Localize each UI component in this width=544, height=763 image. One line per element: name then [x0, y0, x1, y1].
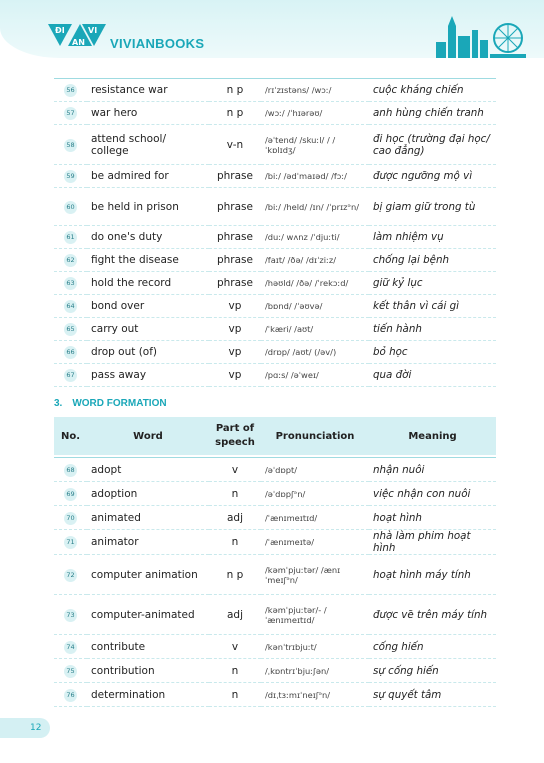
- word-cell: carry out: [87, 318, 209, 341]
- section-title: WORD FORMATION: [72, 398, 167, 409]
- page-number: 12: [0, 718, 50, 738]
- part-of-speech-cell: phrase: [209, 165, 261, 188]
- section-heading: [54, 398, 167, 409]
- word-cell: computer animation: [87, 555, 209, 595]
- word-cell: attend school/ college: [87, 125, 209, 165]
- part-of-speech-cell: n p: [209, 555, 261, 595]
- header-word: Word: [133, 430, 163, 442]
- table-row: [54, 555, 496, 595]
- row-number: 65: [64, 323, 77, 336]
- row-number: 68: [64, 464, 77, 477]
- meaning-cell: anh hùng chiến tranh: [369, 102, 496, 125]
- pronunciation-cell: /əˈdɒpt/: [261, 458, 369, 482]
- word-cell: animated: [87, 506, 209, 530]
- header-pronunciation: Pronunciation: [275, 430, 355, 442]
- meaning-cell: đi học (trường đại học/ cao đẳng): [369, 125, 496, 165]
- table-row: [54, 272, 496, 295]
- section-number: 3.: [54, 398, 63, 409]
- meaning-cell: hoạt hình: [369, 506, 496, 530]
- word-cell: adoption: [87, 482, 209, 506]
- part-of-speech-cell: adj: [209, 595, 261, 635]
- part-of-speech-cell: v-n: [209, 125, 261, 165]
- part-of-speech-cell: v: [209, 458, 261, 482]
- header-meaning: Meaning: [408, 430, 457, 442]
- part-of-speech-cell: n: [209, 530, 261, 555]
- pronunciation-cell: /drɒp/ /aʊt/ (/əv/): [261, 341, 369, 364]
- pronunciation-cell: /rɪˈzɪstəns/ /wɔː/: [261, 79, 369, 102]
- meaning-cell: cống hiến: [369, 635, 496, 659]
- pronunciation-cell: /ˌkɒntrɪˈbjuːʃən/: [261, 659, 369, 683]
- header-part-of-speech: Part of speech: [215, 423, 255, 448]
- table-row: [54, 482, 496, 506]
- word-cell: bond over: [87, 295, 209, 318]
- vivianbooks-logo: ĐI AN VI: [48, 20, 100, 52]
- pronunciation-cell: /biː/ /ədˈmaɪəd/ /fɔː/: [261, 165, 369, 188]
- table-row: [54, 506, 496, 530]
- row-number: 64: [64, 300, 77, 313]
- pronunciation-cell: /əˈtend/ /skuːl/ / /ˈkɒlɪdʒ/: [261, 125, 369, 165]
- meaning-cell: nhà làm phim hoạt hình: [369, 530, 496, 555]
- table-row: [54, 530, 496, 555]
- table-row: [54, 635, 496, 659]
- meaning-cell: hoạt hình máy tính: [369, 555, 496, 595]
- table-row: [54, 102, 496, 125]
- vocabulary-table: [54, 78, 496, 387]
- meaning-cell: nhận nuôi: [369, 458, 496, 482]
- row-number: 66: [64, 346, 77, 359]
- pronunciation-cell: /kənˈtrɪbjuːt/: [261, 635, 369, 659]
- meaning-cell: kết thân vì cái gì: [369, 295, 496, 318]
- word-cell: contribute: [87, 635, 209, 659]
- meaning-cell: được ngưỡng mộ vì: [369, 165, 496, 188]
- pronunciation-cell: /bɒnd/ /ˈəʊvə/: [261, 295, 369, 318]
- table-row: [54, 595, 496, 635]
- meaning-cell: qua đời: [369, 364, 496, 387]
- pronunciation-cell: /ˈkæri/ /aʊt/: [261, 318, 369, 341]
- table-row: [54, 364, 496, 387]
- part-of-speech-cell: vp: [209, 364, 261, 387]
- pronunciation-cell: /wɔː/ /ˈhɪərəʊ/: [261, 102, 369, 125]
- row-number: 59: [64, 170, 77, 183]
- table-row: [54, 79, 496, 102]
- part-of-speech-cell: phrase: [209, 226, 261, 249]
- word-cell: be admired for: [87, 165, 209, 188]
- meaning-cell: được vẽ trên máy tính: [369, 595, 496, 635]
- table-row: [54, 659, 496, 683]
- meaning-cell: cuộc kháng chiến: [369, 79, 496, 102]
- pronunciation-cell: /dɪˌtɜːmɪˈneɪʃᵊn/: [261, 683, 369, 707]
- row-number: 63: [64, 277, 77, 290]
- word-cell: adopt: [87, 458, 209, 482]
- table-row: [54, 188, 496, 226]
- word-cell: do one's duty: [87, 226, 209, 249]
- word-formation-header: [54, 417, 496, 455]
- meaning-cell: bị giam giữ trong tù: [369, 188, 496, 226]
- table-row: [54, 165, 496, 188]
- pronunciation-cell: /pɑːs/ /əˈweɪ/: [261, 364, 369, 387]
- brand-name: VIVIANBOOKS: [110, 36, 205, 51]
- header-no: No.: [60, 430, 81, 442]
- row-number: 73: [64, 609, 77, 622]
- row-number: 56: [64, 84, 77, 97]
- word-cell: war hero: [87, 102, 209, 125]
- row-number: 62: [64, 254, 77, 267]
- word-cell: resistance war: [87, 79, 209, 102]
- word-cell: contribution: [87, 659, 209, 683]
- row-number: 67: [64, 369, 77, 382]
- meaning-cell: tiến hành: [369, 318, 496, 341]
- row-number: 74: [64, 641, 77, 654]
- part-of-speech-cell: phrase: [209, 272, 261, 295]
- row-number: 61: [64, 231, 77, 244]
- pronunciation-cell: /həʊld/ /ðə/ /ˈrekɔːd/: [261, 272, 369, 295]
- part-of-speech-cell: vp: [209, 341, 261, 364]
- part-of-speech-cell: v: [209, 635, 261, 659]
- row-number: 57: [64, 107, 77, 120]
- row-number: 75: [64, 665, 77, 678]
- meaning-cell: sự cống hiến: [369, 659, 496, 683]
- row-number: 70: [64, 512, 77, 525]
- word-cell: determination: [87, 683, 209, 707]
- part-of-speech-cell: phrase: [209, 188, 261, 226]
- word-cell: computer-animated: [87, 595, 209, 635]
- pronunciation-cell: /biː/ /held/ /ɪn/ /ˈprɪzᵊn/: [261, 188, 369, 226]
- part-of-speech-cell: vp: [209, 295, 261, 318]
- pronunciation-cell: /əˈdɒpʃᵊn/: [261, 482, 369, 506]
- row-number: 60: [64, 201, 77, 214]
- table-row: [54, 295, 496, 318]
- part-of-speech-cell: n p: [209, 102, 261, 125]
- pronunciation-cell: /kəmˈpjuːtər/ /ænɪˈmeɪʃᵊn/: [261, 555, 369, 595]
- word-formation-table: [54, 457, 496, 707]
- table-row: [54, 683, 496, 707]
- word-cell: drop out (of): [87, 341, 209, 364]
- table-row: [54, 341, 496, 364]
- part-of-speech-cell: n: [209, 683, 261, 707]
- table-row: [54, 458, 496, 482]
- part-of-speech-cell: vp: [209, 318, 261, 341]
- pronunciation-cell: /ˈænɪmeɪtə/: [261, 530, 369, 555]
- part-of-speech-cell: n: [209, 482, 261, 506]
- part-of-speech-cell: n p: [209, 79, 261, 102]
- pronunciation-cell: /faɪt/ /ðə/ /dɪˈziːz/: [261, 249, 369, 272]
- table-row: [54, 249, 496, 272]
- word-cell: be held in prison: [87, 188, 209, 226]
- row-number: 71: [64, 536, 77, 549]
- part-of-speech-cell: phrase: [209, 249, 261, 272]
- pronunciation-cell: /ˈænɪmeɪtɪd/: [261, 506, 369, 530]
- pronunciation-cell: /kəmˈpjuːtər/- /ˈænɪmeɪtɪd/: [261, 595, 369, 635]
- meaning-cell: bỏ học: [369, 341, 496, 364]
- meaning-cell: làm nhiệm vụ: [369, 226, 496, 249]
- part-of-speech-cell: n: [209, 659, 261, 683]
- table-row: [54, 318, 496, 341]
- city-skyline-icon: [436, 12, 526, 58]
- meaning-cell: chống lại bệnh: [369, 249, 496, 272]
- row-number: 76: [64, 689, 77, 702]
- meaning-cell: giữ kỷ lục: [369, 272, 496, 295]
- table-row: [54, 226, 496, 249]
- word-cell: animator: [87, 530, 209, 555]
- table-row: [54, 125, 496, 165]
- meaning-cell: việc nhận con nuôi: [369, 482, 496, 506]
- row-number: 69: [64, 488, 77, 501]
- row-number: 58: [64, 139, 77, 152]
- pronunciation-cell: /duː/ wʌnz /ˈdjuːti/: [261, 226, 369, 249]
- meaning-cell: sự quyết tâm: [369, 683, 496, 707]
- row-number: 72: [64, 569, 77, 582]
- word-cell: fight the disease: [87, 249, 209, 272]
- part-of-speech-cell: adj: [209, 506, 261, 530]
- word-cell: pass away: [87, 364, 209, 387]
- word-cell: hold the record: [87, 272, 209, 295]
